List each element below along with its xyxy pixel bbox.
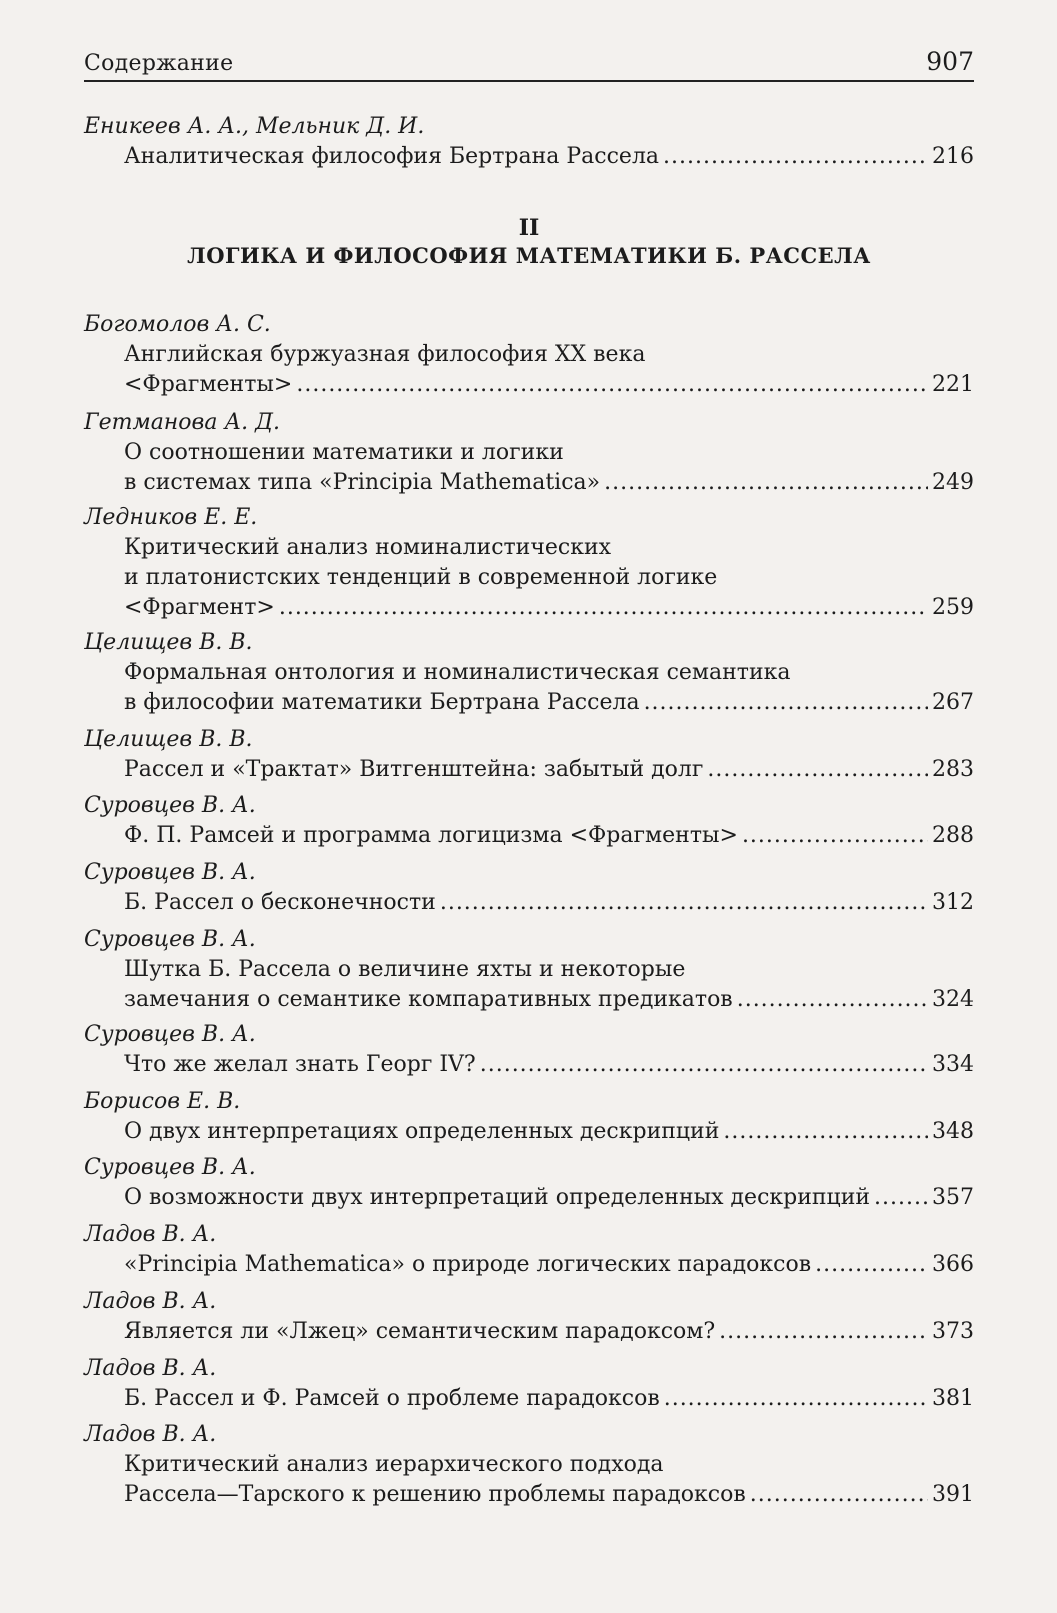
entry-title-line: О соотношении математики и логики xyxy=(124,440,564,465)
entry-title-line: Критический анализ иерархического подхода xyxy=(124,1452,664,1477)
entry-title-line: Формальная онтология и номиналистическая семантика xyxy=(124,660,791,685)
entry-title-last-line xyxy=(124,593,974,623)
entry-title-last-line xyxy=(124,1050,974,1080)
entry-author: Ледников Е. Е. xyxy=(84,505,258,530)
entry-title-text: <Фрагмент> xyxy=(124,595,275,620)
entry-page-number: 348 xyxy=(932,1119,974,1144)
entry-author: Ладов В. А. xyxy=(84,1422,217,1447)
entry-page-number: 249 xyxy=(932,470,974,495)
dot-leader xyxy=(815,1250,928,1280)
entry-author: Гетманова А. Д. xyxy=(84,410,280,435)
dot-leader xyxy=(480,1050,928,1080)
entry-title-line: Английская буржуазная философия XX века xyxy=(124,342,646,367)
entry-author: Ладов В. А. xyxy=(84,1289,217,1314)
entry-title-text: «Principia Mathematica» о природе логических парадоксов xyxy=(124,1252,812,1277)
dot-leader xyxy=(604,468,928,498)
entry-page-number: 357 xyxy=(932,1185,974,1210)
header-title: Содержание xyxy=(84,51,234,76)
entry-title-last-line xyxy=(124,1317,974,1347)
entry-page-number: 391 xyxy=(932,1482,974,1507)
toc-entry xyxy=(84,408,974,498)
toc-entry xyxy=(84,791,974,851)
entry-author: Борисов Е. В. xyxy=(84,1089,241,1114)
entry-title-text: О двух интерпретациях определенных дескрипций xyxy=(124,1119,720,1144)
entry-title-text: в системах типа «Principia Mathematica» xyxy=(124,470,601,495)
section-number: II xyxy=(518,215,540,241)
entry-author: Суровцев В. А. xyxy=(84,1022,256,1047)
entry-author: Богомолов А. С. xyxy=(84,312,271,337)
dot-leader xyxy=(874,1183,928,1213)
dot-leader xyxy=(440,888,928,918)
dot-leader xyxy=(664,1384,928,1414)
entry-page-number: 334 xyxy=(932,1052,974,1077)
entry-title-last-line xyxy=(124,1384,974,1414)
entry-page-number: 259 xyxy=(932,595,974,620)
entry-title-last-line xyxy=(124,1250,974,1280)
dot-leader xyxy=(750,1480,928,1510)
dot-leader xyxy=(723,1117,928,1147)
dot-leader xyxy=(719,1317,928,1347)
entry-page-number: 312 xyxy=(932,890,974,915)
entry-title-last-line xyxy=(124,142,974,172)
entry-page-number: 288 xyxy=(932,823,974,848)
entry-page-number: 381 xyxy=(932,1386,974,1411)
entry-title-text: <Фрагменты> xyxy=(124,372,293,397)
entry-title-text: Рассел и «Трактат» Витгенштейна: забытый долг xyxy=(124,757,704,782)
entry-page-number: 324 xyxy=(932,987,974,1012)
entry-title-text: в философии математики Бертрана Рассела xyxy=(124,690,640,715)
entry-title-text: Аналитическая философия Бертрана Рассела xyxy=(124,144,660,169)
entry-author: Суровцев В. А. xyxy=(84,1155,256,1180)
entry-author: Ладов В. А. xyxy=(84,1222,217,1247)
toc-entry xyxy=(84,925,974,1015)
entry-title-text: замечания о семантике компаративных предикатов xyxy=(124,987,733,1012)
entry-title-last-line xyxy=(124,755,974,785)
entry-title-last-line xyxy=(124,1117,974,1147)
dot-leader xyxy=(279,593,928,623)
entry-author: Целищев В. В. xyxy=(84,630,253,655)
entry-page-number: 216 xyxy=(932,144,974,169)
entry-author: Целищев В. В. xyxy=(84,727,253,752)
entry-title-text: О возможности двух интерпретаций определенных дескрипций xyxy=(124,1185,871,1210)
entry-page-number: 373 xyxy=(932,1319,974,1344)
entry-title-line: Шутка Б. Рассела о величине яхты и некоторые xyxy=(124,957,686,982)
entry-title-line: Критический анализ номиналистических xyxy=(124,535,612,560)
header-page-number: 907 xyxy=(926,47,974,76)
toc-entry xyxy=(84,1354,974,1414)
entry-page-number: 267 xyxy=(932,690,974,715)
entry-title-last-line xyxy=(124,370,974,400)
toc-entry xyxy=(84,1420,974,1510)
toc-entry xyxy=(84,1087,974,1147)
toc-entry xyxy=(84,1220,974,1280)
entry-title-last-line xyxy=(124,688,974,718)
entry-title-text: Что же желал знать Георг IV? xyxy=(124,1052,476,1077)
entry-title-text: Рассела—Тарского к решению проблемы парадоксов xyxy=(124,1482,746,1507)
entry-title-text: Ф. П. Рамсей и программа логицизма <Фрагменты> xyxy=(124,823,738,848)
entry-page-number: 221 xyxy=(932,372,974,397)
dot-leader xyxy=(296,370,928,400)
entry-title-last-line xyxy=(124,821,974,851)
toc-entry xyxy=(84,112,974,172)
entry-title-last-line xyxy=(124,1183,974,1213)
toc-entry xyxy=(84,1287,974,1347)
dot-leader xyxy=(742,821,928,851)
toc-entry xyxy=(84,628,974,718)
toc-entry xyxy=(84,858,974,918)
entry-page-number: 283 xyxy=(932,757,974,782)
running-header xyxy=(84,40,974,82)
entry-author: Еникеев А. А., Мельник Д. И. xyxy=(84,114,425,139)
entry-title-line: и платонистских тенденций в современной логике xyxy=(124,565,718,590)
dot-leader xyxy=(663,142,928,172)
dot-leader xyxy=(644,688,928,718)
toc-entry xyxy=(84,310,974,400)
dot-leader xyxy=(707,755,928,785)
toc-entry xyxy=(84,503,974,623)
entry-title-last-line xyxy=(124,888,974,918)
toc-entry xyxy=(84,725,974,785)
entry-title-last-line xyxy=(124,985,974,1015)
entry-author: Суровцев В. А. xyxy=(84,793,256,818)
entry-title-text: Является ли «Лжец» семантическим парадоксом? xyxy=(124,1319,716,1344)
entry-page-number: 366 xyxy=(932,1252,974,1277)
toc-entry xyxy=(84,1020,974,1080)
entry-author: Суровцев В. А. xyxy=(84,927,256,952)
entry-author: Ладов В. А. xyxy=(84,1356,217,1381)
toc-entry xyxy=(84,1153,974,1213)
entry-title-text: Б. Рассел и Ф. Рамсей о проблеме парадоксов xyxy=(124,1386,660,1411)
entry-title-text: Б. Рассел о бесконечности xyxy=(124,890,436,915)
entry-title-last-line xyxy=(124,468,974,498)
section-title: ЛОГИКА И ФИЛОСОФИЯ МАТЕМАТИКИ Б. РАССЕЛА xyxy=(187,243,871,268)
entry-author: Суровцев В. А. xyxy=(84,860,256,885)
entry-title-last-line xyxy=(124,1480,974,1510)
dot-leader xyxy=(737,985,928,1015)
